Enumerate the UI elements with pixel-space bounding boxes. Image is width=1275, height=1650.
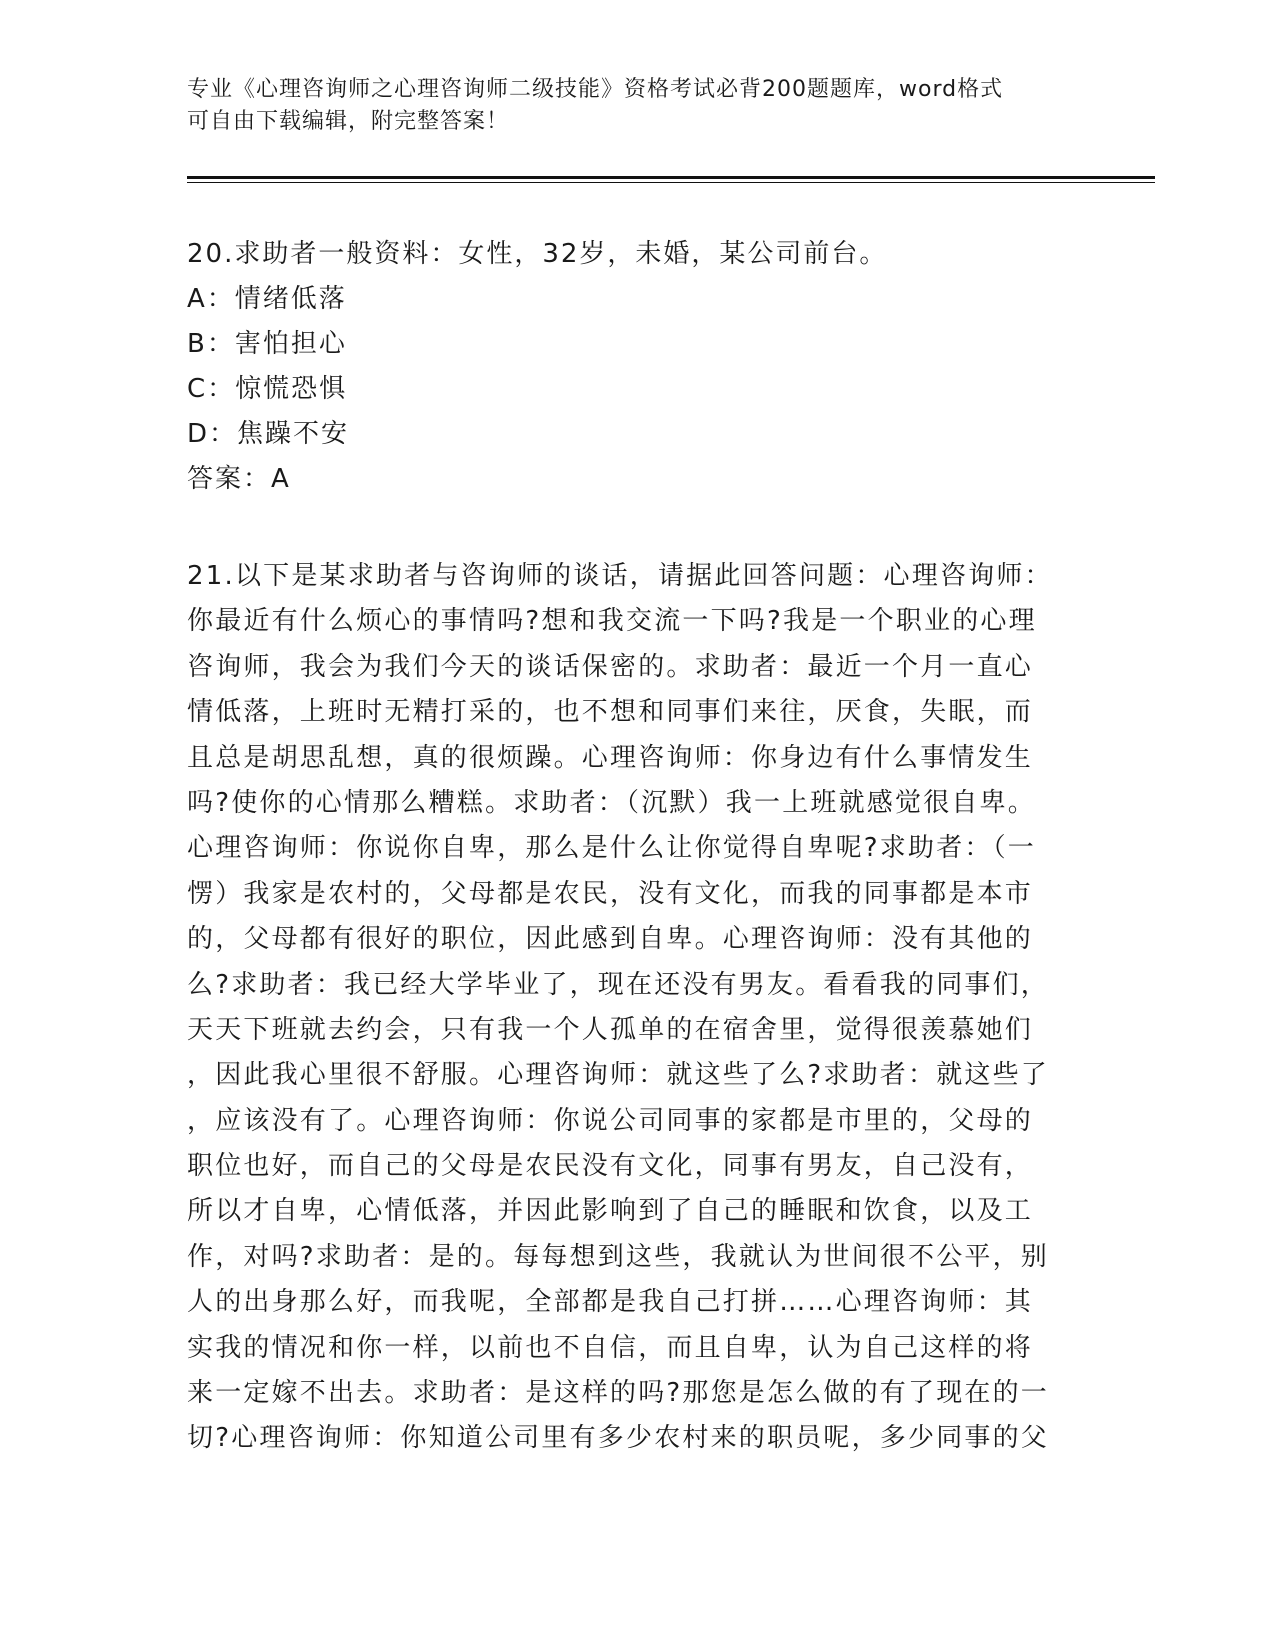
q21-line: ，应该没有了。心理咨询师：你说公司同事的家都是市里的，父母的: [187, 1105, 1034, 1136]
q21-line: 你最近有什么烦心的事情吗?想和我交流一下吗?我是一个职业的心理: [187, 606, 1037, 637]
q21-line: 切?心理咨询师：你知道公司里有多少农村来的职员呢，多少同事的父: [187, 1423, 1050, 1454]
answer-line: 答案：A: [187, 464, 291, 494]
option-a: A：情绪低落: [187, 284, 347, 314]
question-21: [187, 554, 1077, 1462]
question-20: [187, 232, 1087, 502]
q21-line: 所以才自卑，心情低落，并因此影响到了自己的睡眠和饮食，以及工: [187, 1196, 1034, 1227]
q21-line: 的，父母都有很好的职位，因此感到自卑。心理咨询师：没有其他的: [187, 924, 1034, 955]
document-header: [187, 74, 1067, 138]
question-stem: 20.求助者一般资料：女性，32岁，未婚，某公司前台。: [187, 239, 888, 269]
option-d: D：焦躁不安: [187, 419, 350, 449]
q21-line: ，因此我心里很不舒服。心理咨询师：就这些了么?求助者：就这些了: [187, 1060, 1050, 1091]
q21-line: 情低落，上班时无精打采的，也不想和同事们来往，厌食，失眠，而: [187, 697, 1034, 728]
q21-line: 人的出身那么好，而我呢，全部都是我自己打拼……心理咨询师：其: [187, 1287, 1034, 1318]
q21-line: 吗?使你的心情那么糟糕。求助者：（沉默）我一上班就感觉很自卑。: [187, 787, 1037, 818]
q21-line: 咨询师，我会为我们今天的谈话保密的。求助者：最近一个月一直心: [187, 651, 1034, 682]
q21-line: 且总是胡思乱想，真的很烦躁。心理咨询师：你身边有什么事情发生: [187, 742, 1034, 773]
q21-line: 21.以下是某求助者与咨询师的谈话，请据此回答问题：心理咨询师：: [187, 561, 1053, 591]
header-rule-thick: [187, 176, 1155, 179]
header-line-2: 可自由下载编辑，附完整答案！: [187, 109, 510, 134]
header-rule-thin: [187, 182, 1155, 183]
q21-line: 实我的情况和你一样，以前也不自信，而且自卑，认为自己这样的将: [187, 1332, 1034, 1363]
q21-line: 愣）我家是农村的，父母都是农民，没有文化，而我的同事都是本市: [187, 878, 1034, 909]
q21-line: 职位也好，而自己的父母是农民没有文化，同事有男友，自己没有，: [187, 1151, 1034, 1182]
q21-line: 心理咨询师：你说你自卑，那么是什么让你觉得自卑呢?求助者：（一: [187, 833, 1037, 864]
q21-line: 来一定嫁不出去。求助者：是这样的吗?那您是怎么做的有了现在的一: [187, 1378, 1050, 1409]
header-line-1: 专业《心理咨询师之心理咨询师二级技能》资格考试必背200题题库，word格式: [187, 77, 1004, 102]
option-c: C：惊慌恐惧: [187, 374, 348, 404]
q21-line: 天天下班就去约会，只有我一个人孤单的在宿舍里，觉得很羡慕她们: [187, 1014, 1034, 1045]
q21-line: 作，对吗?求助者：是的。每每想到这些，我就认为世间很不公平，别: [187, 1241, 1050, 1272]
option-b: B：害怕担心: [187, 329, 347, 359]
q21-line: 么?求助者：我已经大学毕业了，现在还没有男友。看看我的同事们，: [187, 969, 1050, 1000]
